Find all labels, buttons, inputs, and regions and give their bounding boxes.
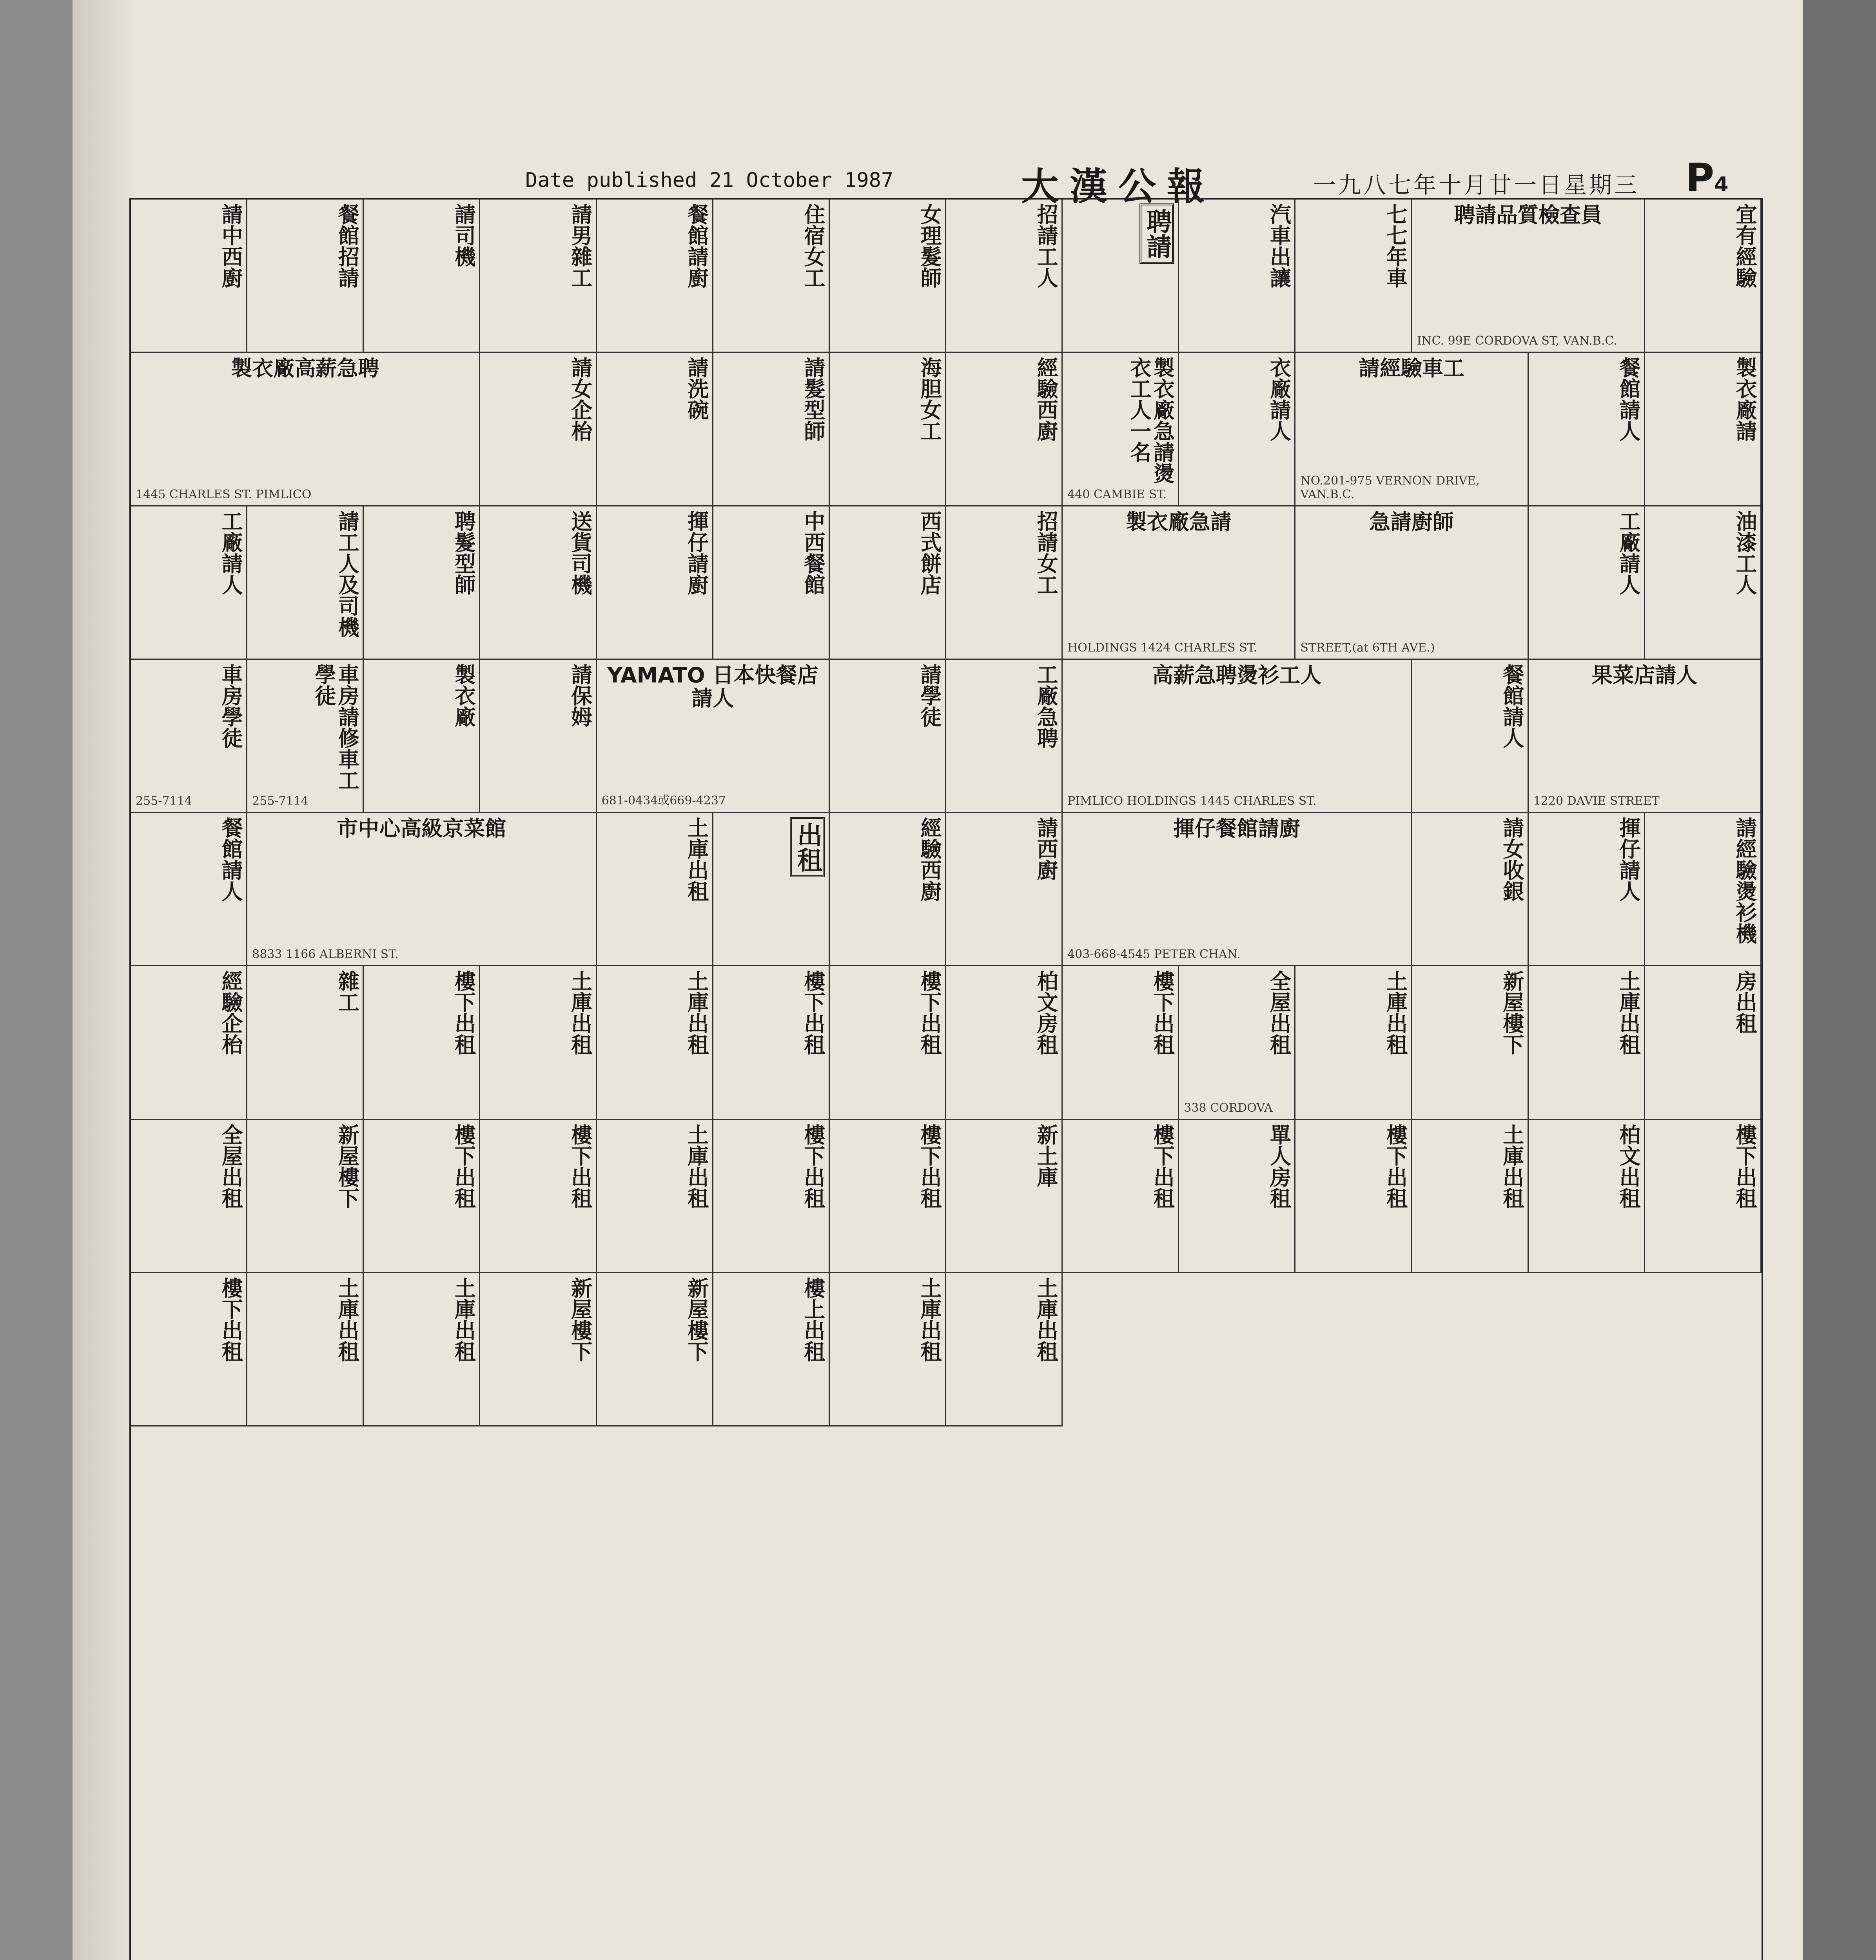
ad-title: 樓下出租 <box>917 970 942 1055</box>
ad-title: 請經驗燙衫機 <box>1732 817 1757 944</box>
classified-ad <box>1529 660 1762 813</box>
classified-ad <box>480 660 597 813</box>
ad-detail: 338 CORDOVA <box>1184 1101 1273 1115</box>
ad-title: 餐館請人 <box>1616 357 1641 442</box>
ad-detail: 255-7114 <box>136 794 192 808</box>
ad-title: 土庫出租 <box>568 970 593 1055</box>
ad-title: 柏文房租 <box>1034 970 1059 1055</box>
classified-ad <box>946 966 1063 1120</box>
ad-detail: 1445 CHARLES ST. PIMLICO <box>136 487 312 501</box>
ad-title: 新土庫 <box>1034 1123 1059 1187</box>
date-published: Date published 21 October 1987 <box>525 169 894 192</box>
classified-ad <box>1412 1120 1529 1273</box>
classified-ad <box>1295 1120 1412 1273</box>
classified-ad <box>364 506 480 660</box>
ad-title: 車房學徒 <box>218 663 243 748</box>
classified-ad <box>1645 200 1762 353</box>
classified-ad <box>1179 200 1295 353</box>
classified-ad <box>480 1120 597 1273</box>
classified-ad <box>480 506 597 660</box>
classified-ad <box>131 813 247 966</box>
classified-grid <box>129 198 1763 1960</box>
classified-ad <box>1063 1120 1179 1273</box>
classified-ad <box>713 1120 830 1273</box>
classified-ad <box>946 813 1063 966</box>
classified-ad <box>247 200 364 353</box>
ad-title: 房出租 <box>1732 970 1757 1034</box>
classified-ad <box>1645 353 1762 506</box>
ad-title: 請中西廚 <box>218 203 243 288</box>
ad-detail: 403-668-4545 PETER CHAN. <box>1067 947 1241 962</box>
ad-title: 招請女工 <box>1034 510 1059 595</box>
ad-title: 招請工人 <box>1034 203 1059 288</box>
classified-ad <box>480 200 597 353</box>
ad-detail: INC. 99E CORDOVA ST, VAN.B.C. <box>1417 334 1617 348</box>
ad-title: 樓下出租 <box>1150 970 1175 1055</box>
ad-title: 全屋出租 <box>218 1123 243 1209</box>
ad-title: 請男雜工 <box>568 203 593 288</box>
classified-ad <box>597 813 713 966</box>
ad-title: 揮仔請人 <box>1616 817 1641 902</box>
classified-ad <box>713 813 830 966</box>
ad-title: 海胆女工 <box>917 357 942 442</box>
ad-title: 土庫出租 <box>1616 970 1641 1055</box>
ad-title: 樓下出租 <box>218 1277 243 1362</box>
classified-ad <box>364 966 480 1120</box>
classified-ad <box>364 1273 480 1426</box>
ad-title: 宜有經驗 <box>1732 203 1757 288</box>
ad-title: 土庫出租 <box>335 1277 360 1362</box>
classified-ad <box>597 353 713 506</box>
classified-ad <box>946 1120 1063 1273</box>
ad-title: 揮仔請廚 <box>684 510 709 595</box>
ad-title: 土庫出租 <box>684 970 709 1055</box>
ad-title: 車房請修車工學徒 <box>311 663 360 791</box>
classified-ad <box>1063 353 1179 506</box>
classified-ad <box>830 506 946 660</box>
ad-detail: 255-7114 <box>252 794 308 808</box>
classified-ad <box>946 506 1063 660</box>
classified-ad <box>830 1120 946 1273</box>
ad-detail: PIMLICO HOLDINGS 1445 CHARLES ST. <box>1067 794 1317 808</box>
ad-title: 請女企枱 <box>568 357 593 442</box>
ad-title: 樓下出租 <box>1383 1123 1408 1209</box>
classified-ad <box>1645 1120 1762 1273</box>
ad-title: 全屋出租 <box>1266 970 1292 1055</box>
chinese-date: 一九八七年十月廿一日星期三 <box>1313 172 1640 198</box>
ad-title: 製衣廠請 <box>1732 357 1757 442</box>
ad-title: 餐館請人 <box>1499 663 1524 748</box>
classified-ad <box>247 660 364 813</box>
ad-title: 請髮型師 <box>800 357 826 442</box>
ad-title: 聘請品質檢查員 <box>1454 203 1602 227</box>
ad-title: 樓下出租 <box>451 1123 476 1209</box>
ad-title: 工廠急聘 <box>1034 663 1059 748</box>
ad-title: 經驗西廚 <box>1034 357 1059 442</box>
ad-title: 市中心高級京菜館 <box>337 816 506 841</box>
ad-title: 樓下出租 <box>800 1123 826 1209</box>
ad-title: 請司機 <box>451 203 476 267</box>
classified-ad <box>830 966 946 1120</box>
classified-ad <box>597 1120 713 1273</box>
classified-ad <box>247 1273 364 1426</box>
ad-title: 油漆工人 <box>1732 510 1757 595</box>
classified-ad <box>597 1273 713 1426</box>
ad-detail: 440 CAMBIE ST. <box>1067 487 1167 501</box>
classified-ad <box>247 1120 364 1273</box>
classified-ad <box>830 813 946 966</box>
classified-ad <box>1295 200 1412 353</box>
classified-ad <box>1179 353 1295 506</box>
classified-ad <box>480 353 597 506</box>
ad-title: 工廠請人 <box>218 510 243 595</box>
classified-ad <box>1063 966 1179 1120</box>
ad-title: 製衣廠 <box>451 663 476 727</box>
classified-ad <box>830 200 946 353</box>
ad-title: 樓下出租 <box>1732 1123 1757 1209</box>
ad-detail: 1220 DAVIE STREET <box>1533 794 1660 808</box>
ad-title: 餐館招請 <box>335 203 360 288</box>
ad-title: 請學徒 <box>917 663 942 727</box>
classified-ad <box>1063 660 1412 813</box>
ad-title: 出租 <box>790 817 824 877</box>
ad-detail: 681-0434或669-4237 <box>601 794 726 808</box>
classified-ad <box>364 200 480 353</box>
ad-title: 工廠請人 <box>1616 510 1641 595</box>
classified-ad <box>1063 506 1295 660</box>
classified-ad <box>480 966 597 1120</box>
ad-title: 餐館請人 <box>218 817 243 902</box>
ad-title: 汽車出讓 <box>1266 203 1292 288</box>
classified-ad <box>131 506 247 660</box>
ad-title: 土庫出租 <box>1499 1123 1524 1209</box>
classified-ad <box>1529 966 1645 1120</box>
classified-ad <box>1179 966 1295 1120</box>
classified-ad <box>1179 1120 1295 1273</box>
ad-title: 衣廠請人 <box>1266 357 1292 442</box>
ad-detail: NO.201-975 VERNON DRIVE, VAN.B.C. <box>1300 474 1480 501</box>
ad-title: 新屋樓下 <box>568 1277 593 1362</box>
ad-title: 樓下出租 <box>568 1123 593 1209</box>
classified-ad <box>131 1120 247 1273</box>
ad-detail: 8833 1166 ALBERNI ST. <box>252 947 399 962</box>
classified-ad <box>1295 506 1528 660</box>
classified-ad <box>946 1273 1063 1426</box>
ad-title: YAMATO 日本快餐店請人 <box>607 662 818 711</box>
classified-ad <box>1645 813 1762 966</box>
classified-ad <box>830 1273 946 1426</box>
ad-title: 樓下出租 <box>451 970 476 1055</box>
classified-ad <box>1295 966 1412 1120</box>
ad-title: 請保姆 <box>568 663 593 727</box>
classified-ad <box>131 200 247 353</box>
classified-ad <box>597 506 713 660</box>
classified-ad <box>131 1273 247 1426</box>
classified-ad <box>713 1273 830 1426</box>
classified-ad <box>1529 813 1645 966</box>
classified-ad <box>247 506 364 660</box>
ad-title: 請女收銀 <box>1499 817 1524 902</box>
masthead: 大漢公報 <box>1021 164 1216 209</box>
ad-title: 樓下出租 <box>917 1123 942 1209</box>
ad-title: 聘髮型師 <box>451 510 476 595</box>
ad-title: 新屋樓下 <box>335 1123 360 1209</box>
ad-title: 中西餐館 <box>800 510 826 595</box>
classified-ad <box>1063 200 1179 353</box>
classified-ad <box>946 660 1063 813</box>
classified-ad <box>1412 813 1529 966</box>
ad-title: 餐館請廚 <box>684 203 709 288</box>
classified-ad <box>247 966 364 1120</box>
page-header <box>125 155 1772 209</box>
classified-ad <box>480 1273 597 1426</box>
classified-ad <box>713 966 830 1120</box>
ad-title: 住宿女工 <box>800 203 826 288</box>
ad-title: 請工人及司機 <box>335 510 360 637</box>
classified-ad <box>1529 1120 1645 1273</box>
ad-title: 製衣廠高薪急聘 <box>231 356 379 381</box>
classified-ad <box>946 200 1063 353</box>
classified-ad <box>946 353 1063 506</box>
ad-title: 請經驗車工 <box>1359 356 1465 381</box>
ad-title: 請洗碗 <box>684 357 709 421</box>
classified-ad <box>1529 353 1645 506</box>
ad-title: 樓下出租 <box>800 970 826 1055</box>
classified-ad <box>713 353 830 506</box>
classified-ad <box>247 813 597 966</box>
ad-title: 七七年車 <box>1383 203 1408 288</box>
ad-title: 經驗企枱 <box>218 970 243 1055</box>
ad-title: 經驗西廚 <box>917 817 942 902</box>
ad-title: 急請廚師 <box>1369 509 1454 534</box>
classified-ad <box>1063 813 1412 966</box>
ad-title: 土庫出租 <box>1383 970 1408 1055</box>
classified-ad <box>1412 660 1529 813</box>
ad-title: 土庫出租 <box>684 817 709 902</box>
classified-ad <box>1645 966 1762 1120</box>
page-number: P4 <box>1685 155 1729 201</box>
ad-title: 聘請 <box>1139 203 1174 264</box>
classified-ad <box>830 660 946 813</box>
ad-title: 土庫出租 <box>917 1277 942 1362</box>
classified-ad <box>364 1120 480 1273</box>
classified-ad <box>1529 506 1645 660</box>
ad-title: 果菜店請人 <box>1591 662 1698 688</box>
classified-ad <box>1412 200 1645 353</box>
ad-title: 高薪急聘燙衫工人 <box>1152 662 1322 688</box>
ad-title: 請西廚 <box>1034 817 1059 880</box>
classified-ad <box>713 200 830 353</box>
ad-title: 女理髮師 <box>917 203 942 288</box>
ad-detail: STREET,(at 6TH AVE.) <box>1300 641 1435 655</box>
ad-title: 製衣廠急請 <box>1125 509 1232 534</box>
classified-ad <box>364 660 480 813</box>
ad-title: 土庫出租 <box>1034 1277 1059 1362</box>
ad-title: 揮仔餐館請廚 <box>1173 816 1301 841</box>
ad-title: 柏文出租 <box>1616 1123 1641 1209</box>
ad-title: 送貨司機 <box>568 510 593 595</box>
classified-ad <box>1295 353 1528 506</box>
ad-title: 雜工 <box>335 970 360 1013</box>
ad-title: 樓下出租 <box>1150 1123 1175 1209</box>
classified-ad <box>597 660 830 813</box>
ad-title: 土庫出租 <box>451 1277 476 1362</box>
ad-title: 單人房租 <box>1266 1123 1292 1209</box>
classified-ad <box>713 506 830 660</box>
classified-ad <box>597 200 713 353</box>
ad-title: 西式餅店 <box>917 510 942 595</box>
classified-ad <box>830 353 946 506</box>
classified-ad <box>131 353 480 506</box>
ad-title: 樓上出租 <box>800 1277 826 1362</box>
classified-ad <box>131 966 247 1120</box>
next-page-edge <box>1803 0 1876 1960</box>
classified-ad <box>131 660 247 813</box>
ad-title: 土庫出租 <box>684 1123 709 1209</box>
ad-detail: HOLDINGS 1424 CHARLES ST. <box>1067 641 1257 655</box>
ad-title: 新屋樓下 <box>684 1277 709 1362</box>
classified-ad <box>1645 506 1762 660</box>
ad-title: 新屋樓下 <box>1499 970 1524 1055</box>
ad-title: 製衣廠急請燙衣工人一名 <box>1127 357 1175 484</box>
classified-ad <box>1412 966 1529 1120</box>
classified-ad <box>597 966 713 1120</box>
